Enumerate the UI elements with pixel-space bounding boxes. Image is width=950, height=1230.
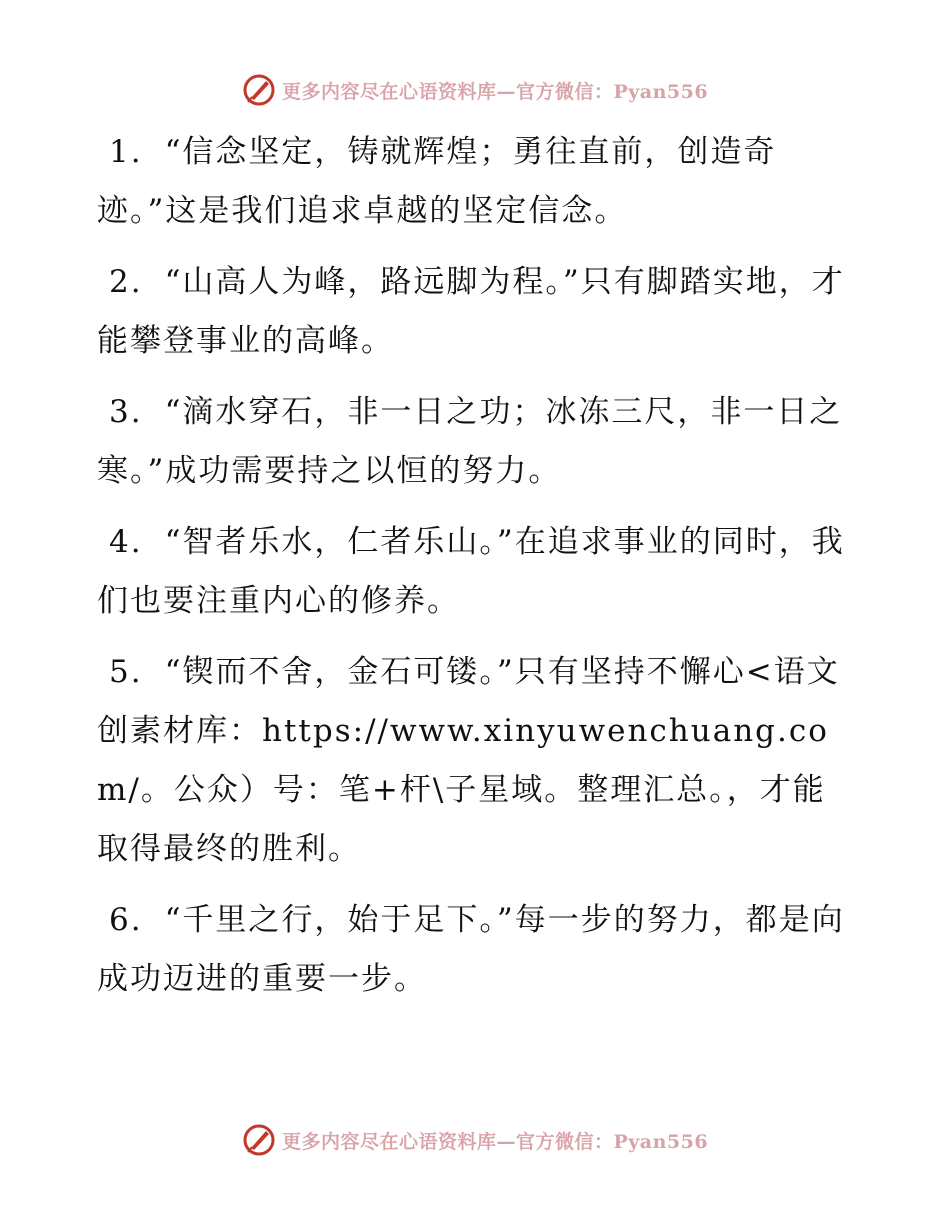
quill-logo-icon [242,73,276,107]
item-number: 6. [109,902,143,938]
list-item [97,891,857,1009]
footer-banner-text: 更多内容尽在心语资料库—官方微信：Pyan556 [281,1130,709,1153]
list-item [97,253,857,371]
list-item [97,383,857,501]
item-number: 2. [109,264,143,300]
item-text: “千里之行，始于足下。”每一步的努力，都是向成功迈进的重要一步。 [97,902,845,997]
list-item [97,513,857,631]
footer-banner [0,1120,950,1160]
header-banner-text: 更多内容尽在心语资料库—官方微信：Pyan556 [281,80,709,103]
item-text: “滴水穿石，非一日之功；冰冻三尺，非一日之寒。”成功需要持之以恒的努力。 [97,394,843,489]
item-number: 4. [109,524,143,560]
quill-logo-icon [242,1123,276,1157]
item-number: 5. [109,654,143,690]
item-text: “山高人为峰，路远脚为程。”只有脚踏实地，才能攀登事业的高峰。 [97,264,845,359]
item-text: “信念坚定，铸就辉煌；勇往直前，创造奇迹。”这是我们追求卓越的坚定信念。 [97,134,777,229]
header-banner [0,70,950,110]
item-number: 3. [109,394,143,430]
document-body [97,123,857,1021]
list-item [97,643,857,879]
list-item [97,123,857,241]
item-number: 1. [109,134,143,170]
item-text: “锲而不舍，金石可镂。”只有坚持不懈心<语文创素材库：https://www.xinyuwenchuang.com/。公众）号：笔+杆\子星域。整理汇总。，才能取得最终的胜利。 [97,654,840,867]
item-text: “智者乐水，仁者乐山。”在追求事业的同时，我们也要注重内心的修养。 [97,524,845,619]
